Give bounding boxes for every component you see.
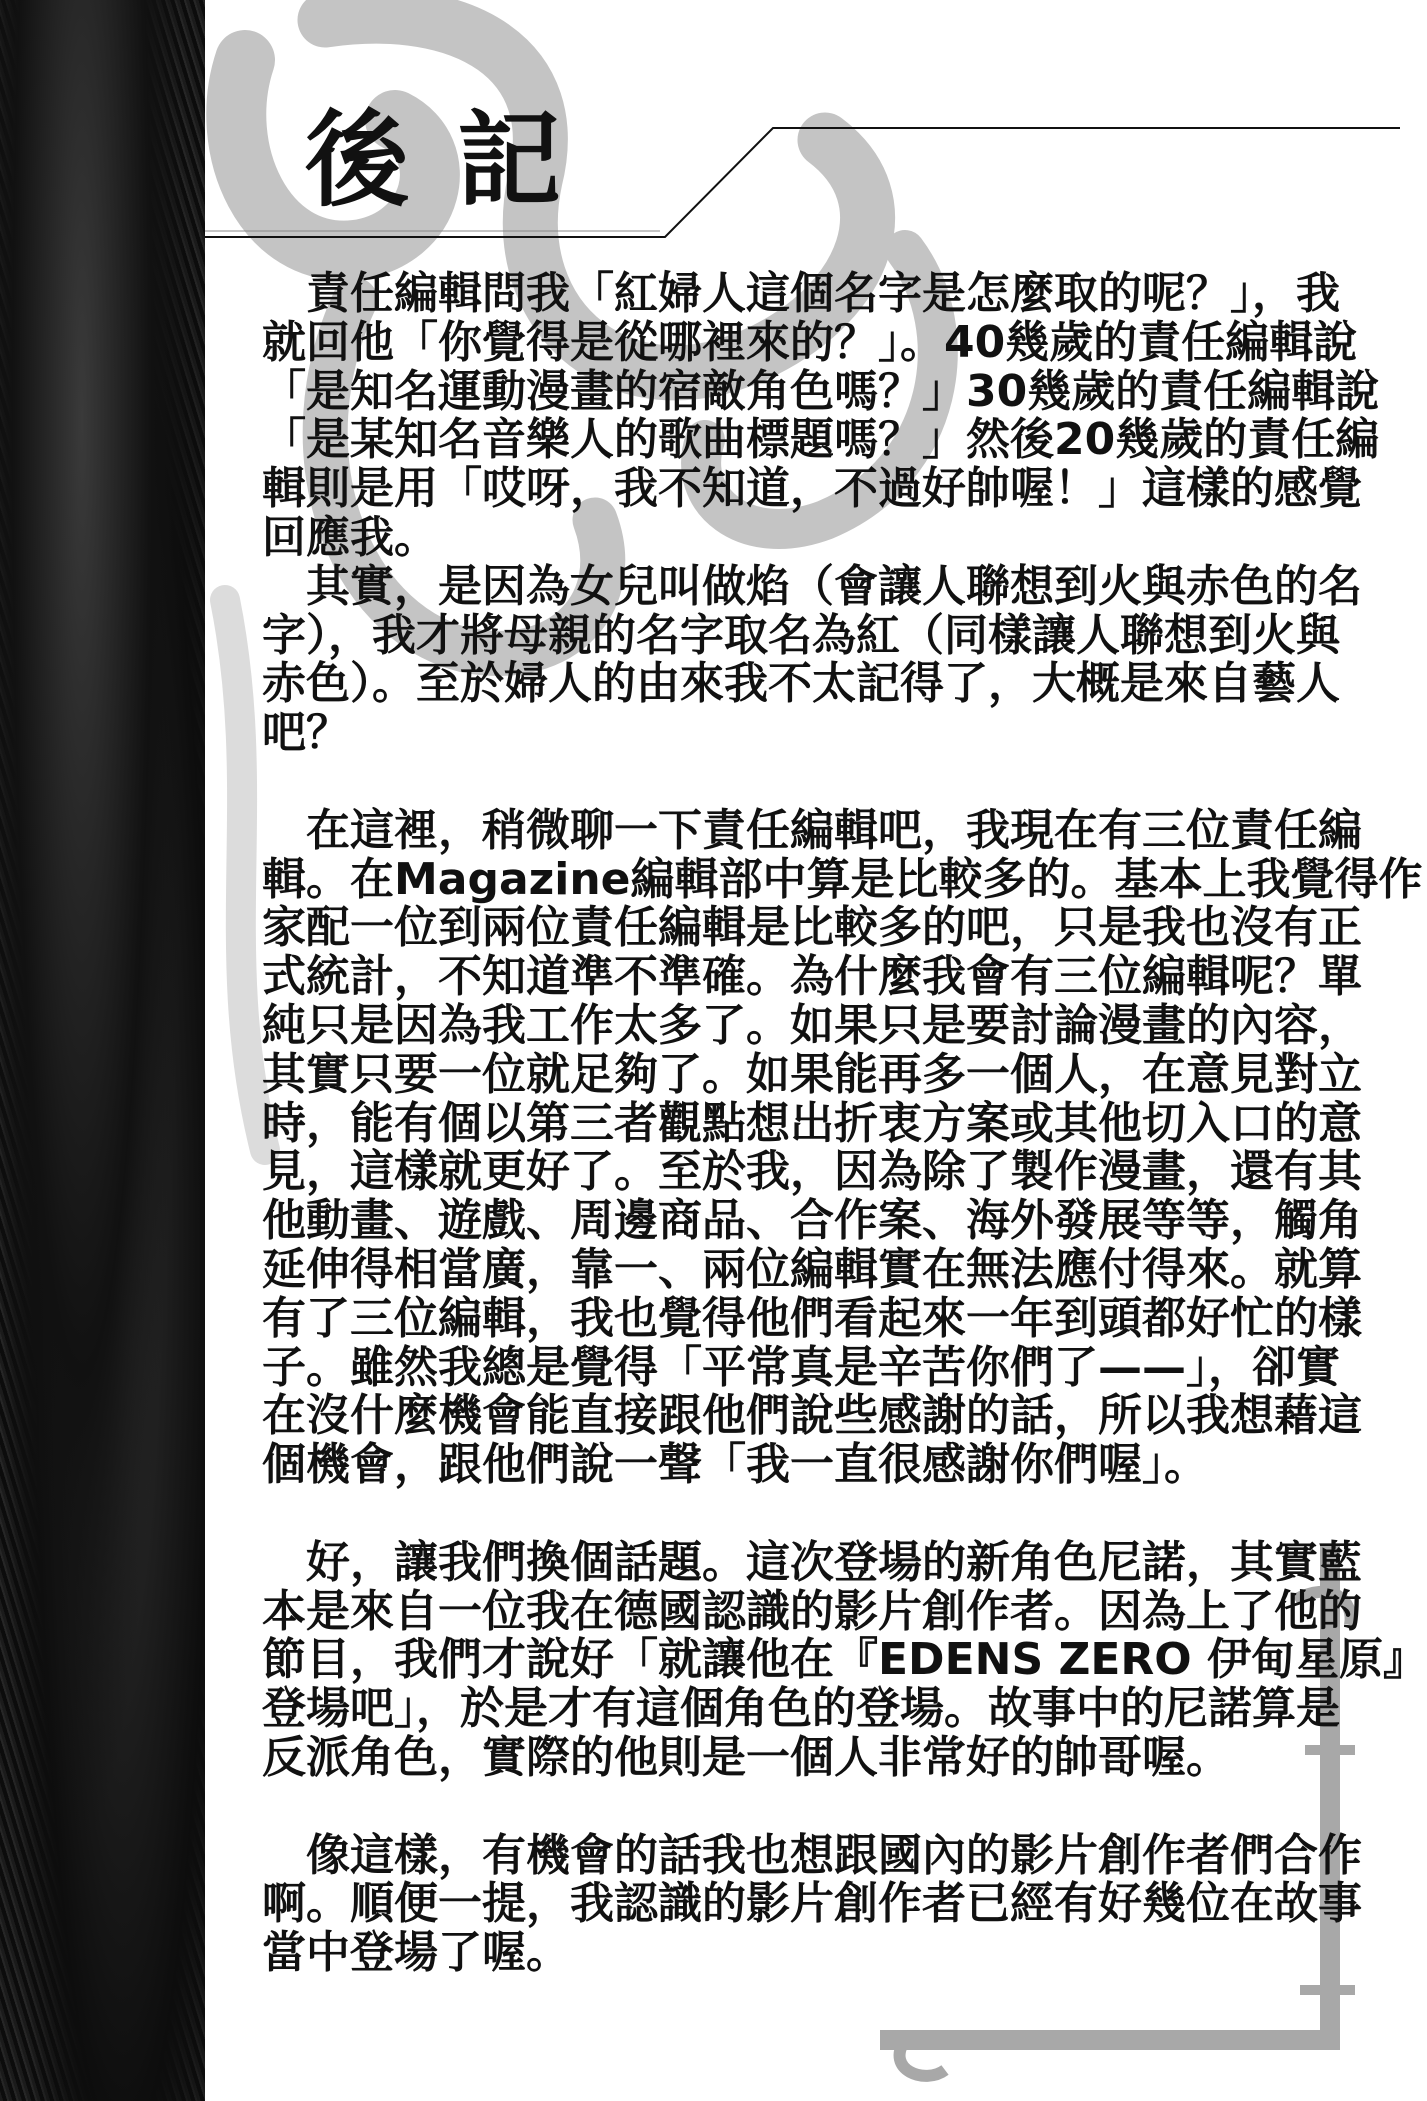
- text-line: 責任編輯問我「紅婦人這個名字是怎麼取的呢？」，我: [262, 268, 1340, 319]
- text-line: 啊。順便一提，我認識的影片創作者已經有好幾位在故事: [262, 1878, 1362, 1930]
- text-line: 式統計，不知道準不準確。為什麼我會有三位編輯呢？單: [262, 951, 1362, 1003]
- blank-line: [262, 1490, 1242, 1539]
- text-line: 個機會，跟他們說一聲「我一直很感謝你們喔」。: [262, 1439, 1208, 1491]
- blank-line: [262, 1783, 1242, 1832]
- afterword-body-text: [262, 268, 1427, 1979]
- text-line: 子。雖然我總是覺得「平常真是辛苦你們了——」，卻實: [262, 1341, 1340, 1393]
- page-title: 後記: [305, 99, 610, 221]
- text-line: 字），我才將母親的名字取名為紅（同樣讓人聯想到火與: [262, 609, 1340, 661]
- swirl-left-tail: [225, 600, 265, 1150]
- text-line: 「是某知名音樂人的歌曲標題嗎？」然後20幾歲的責任編: [262, 414, 1380, 466]
- text-line: 登場吧」，於是才有這個角色的登場。故事中的尼諾算是: [262, 1683, 1340, 1735]
- text-line: 他動畫、遊戲、周邊商品、合作案、海外發展等等，觸角: [262, 1195, 1362, 1247]
- blank-line: [262, 758, 1242, 807]
- text-line: 其實只要一位就足夠了。如果能再多一個人，在意見對立: [262, 1048, 1362, 1100]
- text-line: 回應我。: [262, 511, 438, 563]
- text-line: 其實，是因為女兒叫做焰（會讓人聯想到火與赤色的名: [262, 560, 1362, 612]
- text-line: 好，讓我們換個話題。這次登場的新角色尼諾，其實藍: [262, 1536, 1362, 1588]
- text-line: 吧？: [262, 707, 350, 759]
- text-line: 純只是因為我工作太多了。如果只是要討論漫畫的內容，: [262, 999, 1362, 1051]
- text-line: 見，這樣就更好了。至於我，因為除了製作漫畫，還有其: [262, 1146, 1362, 1198]
- text-line: 本是來自一位我在德國認識的影片創作者。因為上了他的: [262, 1585, 1362, 1637]
- text-line: 就回他「你覺得是從哪裡來的？」。40幾歲的責任編輯說: [262, 316, 1358, 368]
- text-line: 延伸得相當廣，靠一、兩位編輯實在無法應付得來。就算: [262, 1243, 1362, 1295]
- text-line: 輯則是用「哎呀，我不知道，不過好帥喔！」這樣的感覺: [262, 463, 1362, 515]
- text-line: 赤色）。至於婦人的由來我不太記得了，大概是來自藝人: [262, 658, 1340, 710]
- text-line: 時，能有個以第三者觀點想出折衷方案或其他切入口的意: [262, 1097, 1362, 1149]
- text-line: 家配一位到兩位責任編輯是比較多的吧，只是我也沒有正: [262, 902, 1362, 954]
- text-line: 輯。在Magazine編輯部中算是比較多的。基本上我覺得作: [262, 853, 1423, 905]
- text-line: 節目，我們才說好「就讓他在『EDENS ZERO 伊甸星原』: [262, 1634, 1427, 1686]
- text-line: 當中登場了喔。: [262, 1927, 570, 1979]
- text-line: 「是知名運動漫畫的宿敵角色嗎？」30幾歲的責任編輯說: [262, 365, 1380, 417]
- text-line: 在這裡，稍微聊一下責任編輯吧，我現在有三位責任編: [262, 804, 1362, 856]
- dark-texture-side-strip: [0, 0, 205, 2101]
- text-line: 反派角色，實際的他則是一個人非常好的帥哥喔。: [262, 1731, 1230, 1783]
- text-line: 像這樣，有機會的話我也想跟國內的影片創作者們合作: [262, 1829, 1362, 1881]
- text-line: 在沒什麼機會能直接跟他們說些感謝的話，所以我想藉這: [262, 1390, 1362, 1442]
- text-line: 有了三位編輯，我也覺得他們看起來一年到頭都好忙的樣: [262, 1292, 1362, 1344]
